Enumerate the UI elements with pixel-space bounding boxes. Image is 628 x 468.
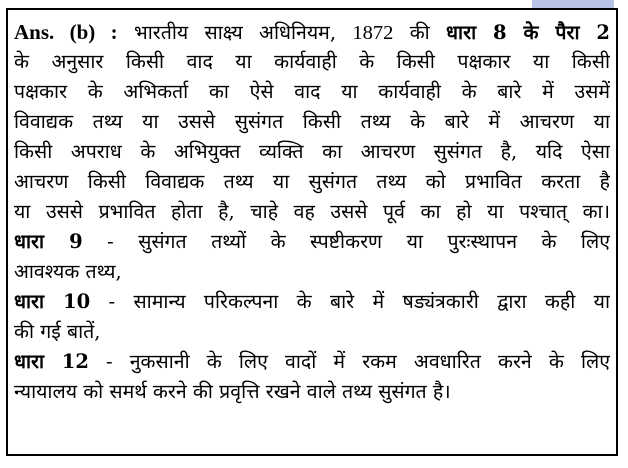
section-10-line	[14, 287, 610, 317]
answer-box	[6, 8, 618, 456]
answer-line: विवाद्यक तथ्य या उससे सुसंगत किसी तथ्य के बारे में आचरण या	[14, 110, 610, 133]
section-12-line	[14, 347, 610, 377]
section-12-continuation: न्यायालय को समर्थ करने की प्रवृत्ति रखने वाले तथ्य सुसंगत है।	[14, 380, 451, 403]
section-9-continuation: आवश्यक तथ्य,	[14, 260, 122, 283]
answer-line: पक्षकार के अभिकर्ता का ऐसे वाद या कार्यवाही के बारे में उसमें	[14, 80, 610, 103]
answer-label: Ans. (b) :	[14, 20, 118, 44]
section-9-line	[14, 227, 610, 257]
section-9-text: - सुसंगत तथ्यों के स्पष्टीकरण या पुरःस्थापन के लिए	[82, 230, 610, 253]
answer-first-line	[14, 17, 610, 47]
section-12-text: - नुकसानी के लिए वादों में रकम अवधारित करने के लिए	[88, 350, 610, 373]
answer-line: या उससे प्रभावित होता है, चाहे वह उससे पूर्व का हो या पश्चात् का।	[14, 200, 610, 223]
answer-line: किसी अपराध के अभियुक्त व्यक्ति का आचरण सुसंगत है, यदि ऐसा	[14, 140, 610, 163]
section-9-label: धारा 9	[14, 230, 83, 253]
top-edge-strip	[532, 0, 614, 8]
answer-line: आचरण किसी विवाद्यक तथ्य या सुसंगत तथ्य को प्रभावित करता है	[14, 170, 610, 193]
answer-year: 1872	[352, 22, 394, 44]
answer-intro-tail: की	[393, 21, 447, 44]
section-10-label: धारा 10	[14, 290, 91, 313]
section-10-text: - सामान्य परिकल्पना के बारे में षड्यंत्रकारी द्वारा कही या	[90, 290, 610, 313]
answer-section-ref: धारा 8 के पैरा 2	[446, 21, 610, 44]
answer-intro-text: भारतीय साक्ष्य अधिनियम,	[117, 21, 353, 44]
section-10-continuation: की गई बातें,	[14, 320, 101, 343]
answer-line: के अनुसार किसी वाद या कार्यवाही के किसी पक्षकार या किसी	[14, 50, 610, 73]
section-12-label: धारा 12	[14, 350, 89, 373]
